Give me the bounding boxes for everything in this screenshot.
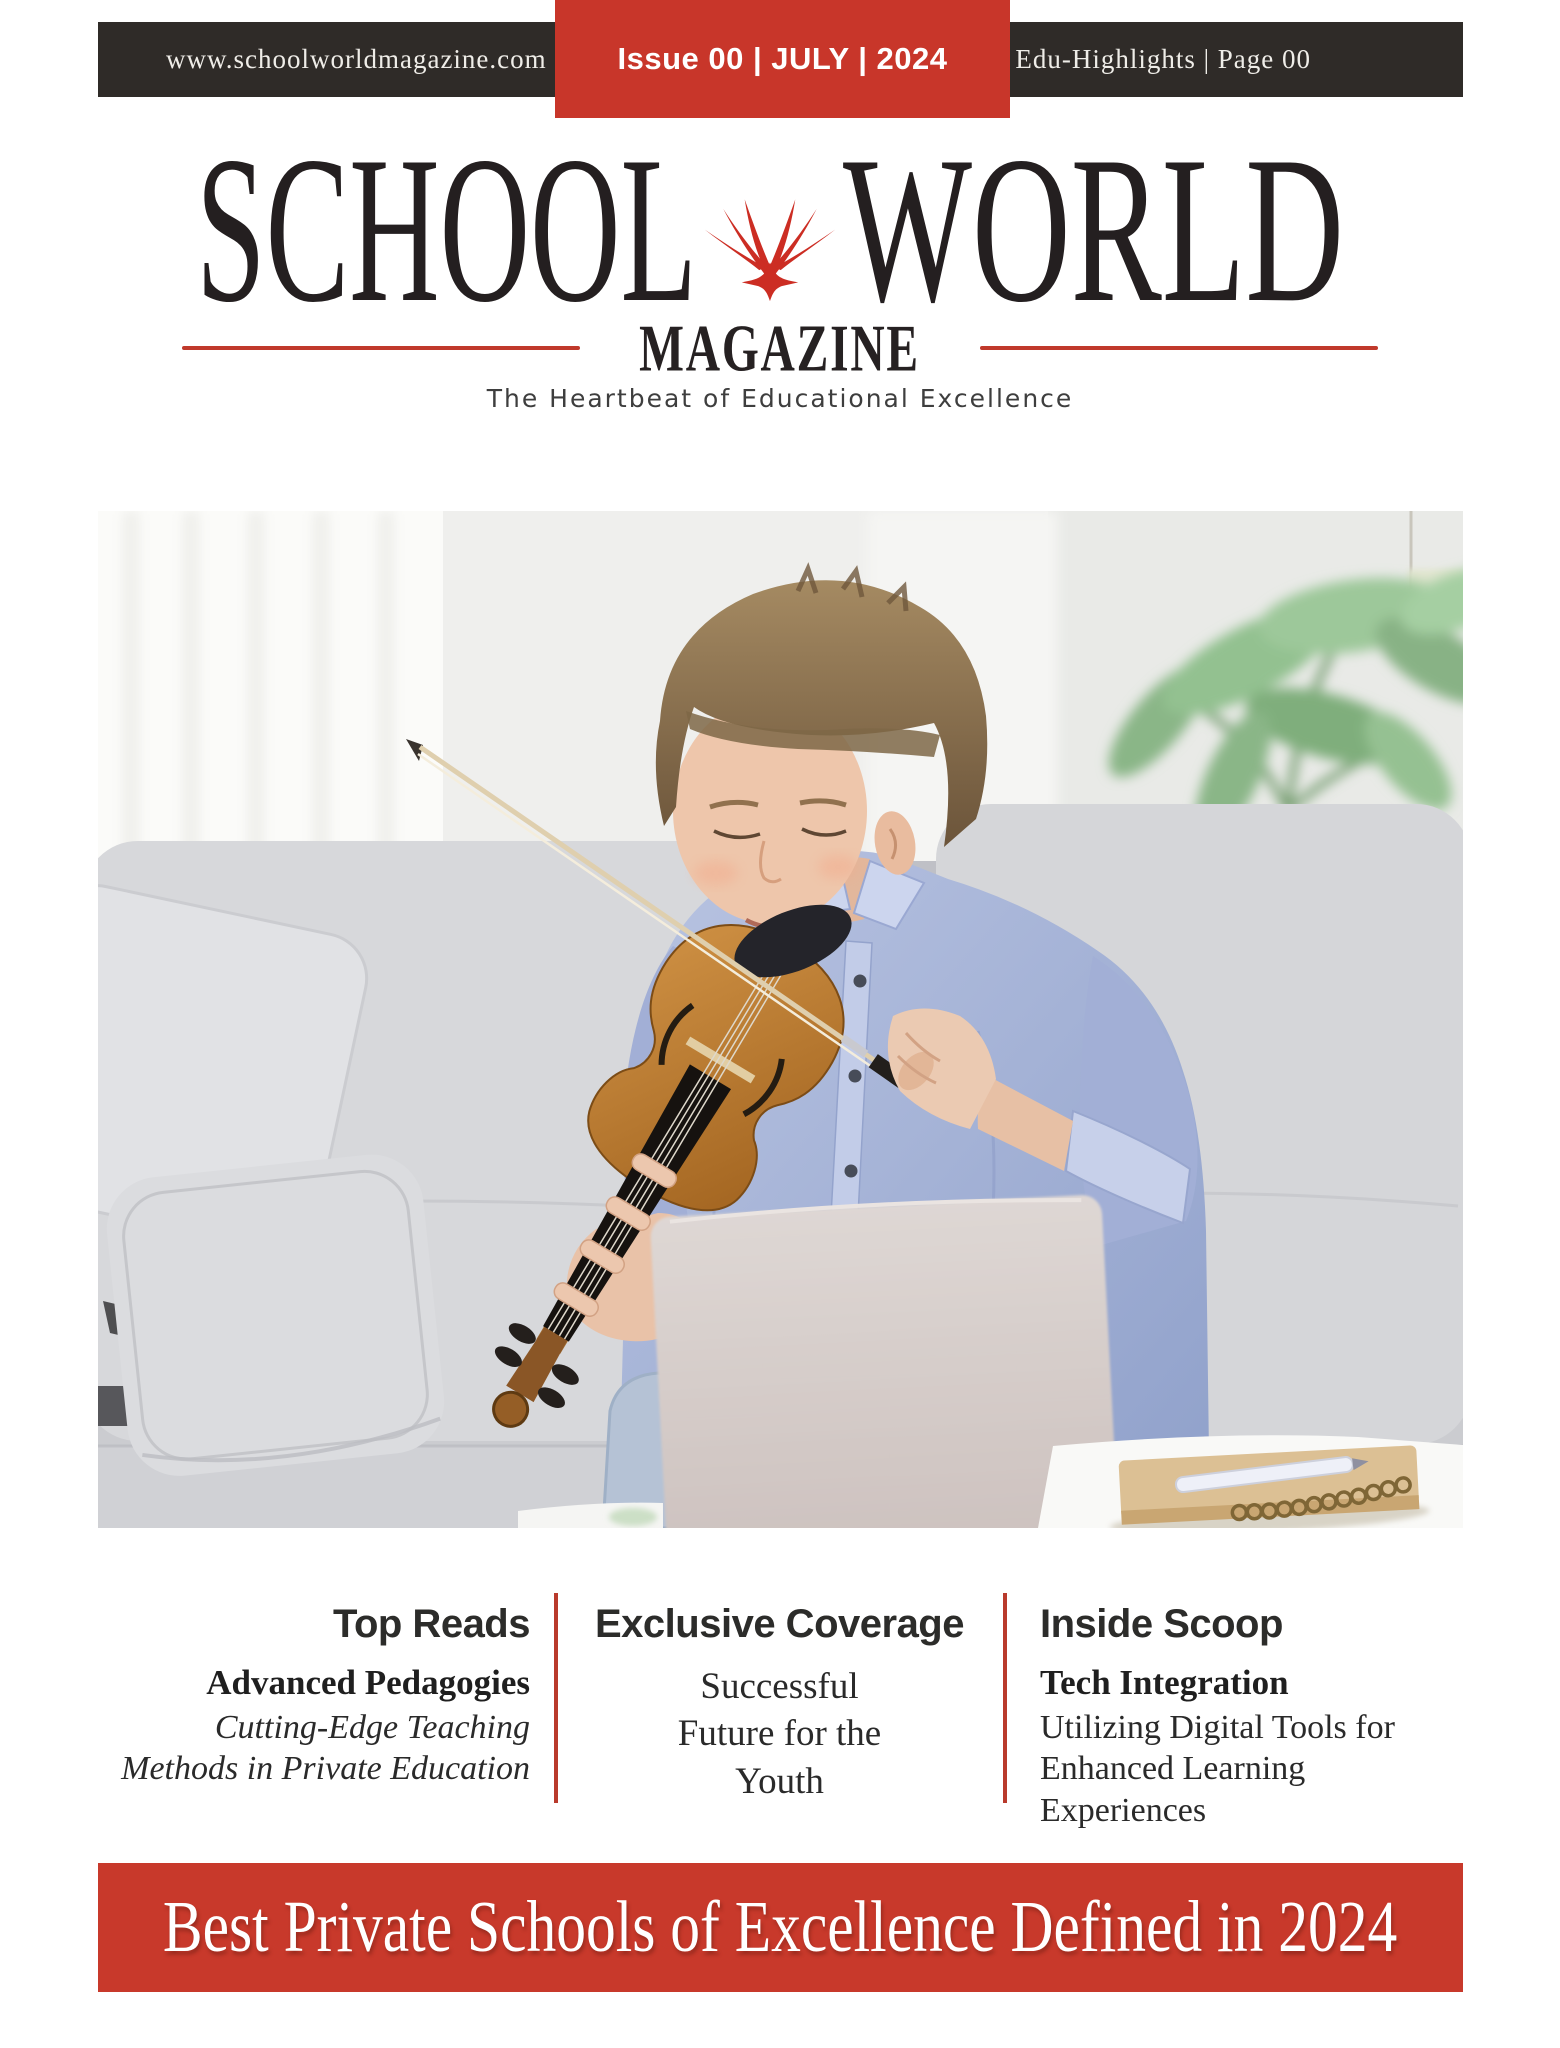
website-url: www.schoolworldmagazine.com	[166, 44, 547, 74]
section-exclusive-coverage	[558, 1602, 1001, 1805]
banner-headline: Best Private Schools of Excellence Defined in 2024	[163, 1886, 1398, 1968]
logo-title-world: WORLD	[843, 140, 1344, 320]
seat-pillow	[102, 1149, 450, 1481]
article-subtitle-line: Utilizing Digital Tools for	[1040, 1709, 1395, 1746]
section-heading: Top Reads	[332, 1602, 530, 1646]
right-rule	[980, 346, 1378, 350]
highlights-section	[0, 1602, 1560, 1832]
section-heading: Inside Scoop	[1040, 1602, 1283, 1646]
logo-subtitle-row	[0, 310, 1560, 386]
article-title-line: Successful	[700, 1666, 859, 1707]
section-heading: Exclusive Coverage	[595, 1602, 964, 1646]
tagline: The Heartbeat of Educational Excellence	[486, 384, 1074, 413]
article-subtitle-line: Cutting-Edge Teaching	[214, 1709, 530, 1746]
section-top-reads	[85, 1602, 530, 1790]
left-rule	[182, 346, 580, 350]
logo-subtitle: MAGAZINE	[639, 310, 921, 386]
column-divider	[1003, 1593, 1007, 1803]
article-subtitle-line: Methods in Private Education	[121, 1750, 530, 1788]
article-subtitle-line: Enhanced Learning Experiences	[1040, 1750, 1306, 1829]
bottom-banner	[98, 1863, 1463, 1992]
section-inside-scoop	[1040, 1602, 1470, 1831]
cover-photo	[98, 511, 1463, 1528]
issue-badge	[555, 0, 1010, 118]
logo	[0, 140, 1560, 320]
article-title: Advanced Pedagogies	[206, 1663, 530, 1702]
article-title-line: Youth	[735, 1760, 824, 1802]
logo-wings-icon	[705, 199, 835, 301]
article-title-line: Future for the	[677, 1713, 882, 1755]
edition-info: Edu-Highlights | Page 00	[1015, 44, 1311, 74]
article-title: Tech Integration	[1040, 1663, 1289, 1702]
logo-title-school: SCHOOL	[196, 140, 697, 320]
issue-info: Issue 00 | JULY | 2024	[617, 41, 948, 76]
